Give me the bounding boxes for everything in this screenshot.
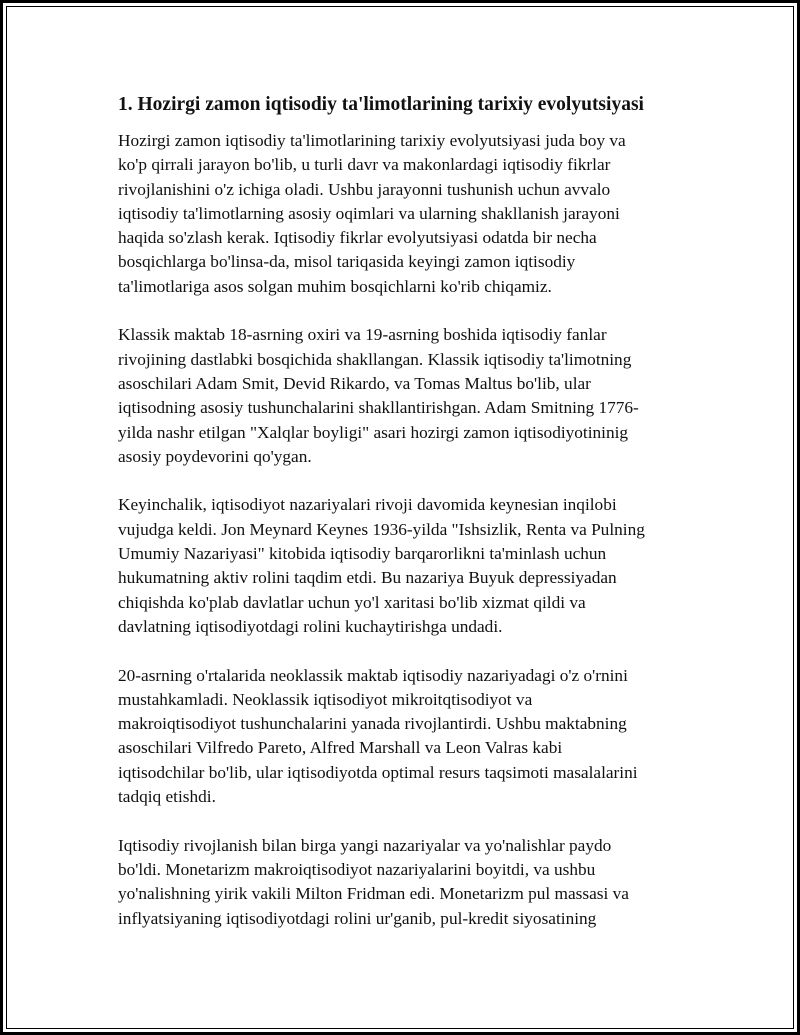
- paragraph-intro: Hozirgi zamon iqtisodiy ta'limotlarining tarixiy evolyutsiyasi juda boy va ko'p qirrali jarayon bo'lib, u turli davr va makonlardagi iqtisodiy fikrlar rivojlanishini o'z ichiga oladi. Ushbu jarayonni tushunish uchun avvalo iqtisodiy ta'limotlarning asosiy oqimlari va ularning shakllanish jarayoni haqida so'zlash kerak. Iqtisodiy fikrlar evolyutsiyasi odatda bir necha bosqichlarga bo'linsa-da, misol tariqasida keyingi zamon iqtisodiy ta'limotlariga asos solgan muhim bosqichlarni ko'rib chiqamiz.: [118, 131, 626, 296]
- paragraph-classical-school: Klassik maktab 18-asrning oxiri va 19-asrning boshida iqtisodiy fanlar rivojining dastlabki bosqichida shakllangan. Klassik iqtisodiy ta'limotning asoschilari Adam Smit, Devid Rikardo, va Tomas Maltus bo'lib, ular iqtisodning asosiy tushunchalarini shakllantirishgan. Adam Smitning 1776- yilda nashr etilgan "Xalqlar boyligi" asari hozirgi zamon iqtisodiyotininig asosiy poydevorini qo'ygan.: [118, 325, 639, 466]
- paragraph-monetarism: Iqtisodiy rivojlanish bilan birga yangi nazariyalar va yo'nalishlar paydo bo'ldi. Monetarizm makroiqtisodiyot nazariyalarini boyitdi, va ushbu yo'nalishning yirik vakili Milton Fridman edi. Monetarizm pul massasi va inflyatsiyaning iqtisodiyotdagi rolini ur'ganib, pul-kredit siyosatining: [118, 835, 629, 928]
- paragraph-keynesian: Keyinchalik, iqtisodiyot nazariyalari rivoji davomida keynesian inqilobi vujudga keldi. Jon Meynard Keynes 1936-yilda "Ishsizlik, Renta va Pulning Umumiy Nazariyasi" kitobida iqtisodiy barqarorlikni ta'minlash uchun hukumatning aktiv rolini taqdim etdi. Bu nazariya Buyuk depressiyadan chiqishda ko'plab davlatlar uchun yo'l xaritasi bo'lib xizmat qildi va davlatning iqtisodiyotdagi rolini kuchaytirishga undadi.: [118, 495, 645, 636]
- section-heading: 1. Hozirgi zamon iqtisodiy ta'limotlarining tarixiy evolyutsiyasi: [118, 94, 644, 115]
- paragraph-neoclassical: 20-asrning o'rtalarida neoklassik maktab iqtisodiy nazariyadagi o'z o'rnini mustahkamladi. Neoklassik iqtisodiyot mikroitqtisodiyot va makroiqtisodiyot tushunchalarini yanada rivojlantirdi. Ushbu maktabning asoschilari Vilfredo Pareto, Alfred Marshall va Leon Valras kabi iqtisodchilar bo'lib, ular iqtisodiyotda optimal resurs taqsimoti masalalarini tadqiq etishdi.: [118, 665, 638, 807]
- document-body: [118, 93, 693, 955]
